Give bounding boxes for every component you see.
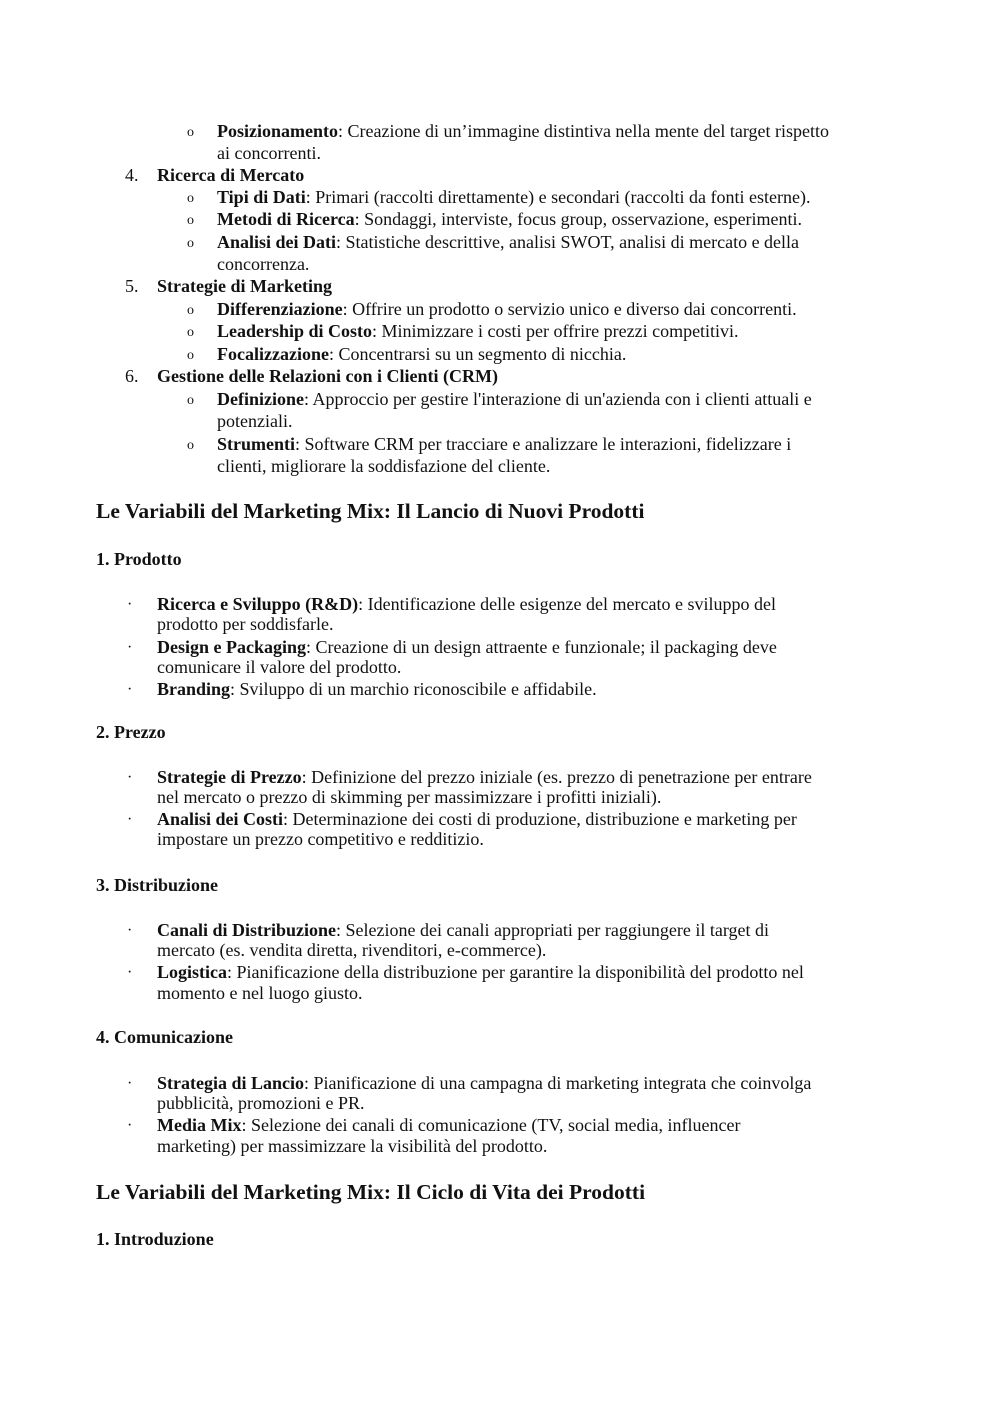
list-item-term: Strumenti [217,434,295,454]
list-item-posizionamento [217,120,829,142]
list-item-term: Canali di Distribuzione [157,920,337,940]
list-heading-text: Strategie di Marketing [157,276,332,296]
list-item-text: : Primari (raccolti direttamente) e secondari (raccolti da fonti esterne). [305,187,811,207]
sub-bullet-marker: o [187,325,194,340]
list-item-canali-di-distribuzione [157,919,769,941]
list-item-text: : Selezione dei canali appropriati per raggiungere il target di [336,920,770,940]
list-item-focalizzazione [217,343,626,365]
list-item-term: Branding [157,679,231,699]
list-item-continuation: prodotto per soddisfarle. [157,614,334,634]
sub-bullet-marker: o [187,213,194,228]
subsection-heading-prezzo: 2. Prezzo [96,722,166,742]
bullet-marker: · [127,1075,133,1092]
list-item-strategie-di-prezzo [157,766,812,788]
list-item-text: : Definizione del prezzo iniziale (es. prezzo di penetrazione per entrare [301,767,812,787]
list-item-continuation: ai concorrenti. [217,143,321,163]
list-number: 5. [125,276,139,296]
list-item-analisi-dei-costi [157,808,797,830]
list-item-term: Strategia di Lancio [157,1073,304,1093]
list-heading-text: Ricerca di Mercato [157,165,305,185]
section-heading-lancio-nuovi-prodotti: Le Variabili del Marketing Mix: Il Lancio di Nuovi Prodotti [96,499,645,523]
list-item-term: Metodi di Ricerca [217,209,355,229]
list-item-text: : Pianificazione di una campagna di marketing integrata che coinvolga [304,1073,812,1093]
sub-bullet-marker: o [187,303,194,318]
list-item-term: Media Mix [157,1115,242,1135]
list-item-continuation: comunicare il valore del prodotto. [157,657,402,677]
subsection-heading-prodotto: 1. Prodotto [96,549,182,569]
list-item-term: Ricerca e Sviluppo (R&D) [157,594,359,614]
bullet-marker: · [127,639,133,656]
list-item-strategia-di-lancio [157,1072,811,1094]
list-item-analisi-dei-dati [217,231,799,253]
list-item-term: Leadership di Costo [217,321,373,341]
list-item-text: : Determinazione dei costi di produzione, distribuzione e marketing per [283,809,797,829]
list-item-text: : Creazione di un design attraente e funzionale; il packaging deve [306,637,777,657]
list-item-continuation: mercato (es. vendita diretta, rivenditori, e-commerce). [157,940,547,960]
list-item-continuation: concorrenza. [217,254,310,274]
subsection-heading-introduzione: 1. Introduzione [96,1229,214,1249]
sub-bullet-marker: o [187,236,194,251]
list-item-text: : Approccio per gestire l'interazione di un'azienda con i clienti attuali e [304,389,812,409]
sub-bullet-marker: o [187,348,194,363]
list-item-term: Tipi di Dati [217,187,306,207]
list-item-text: : Selezione dei canali di comunicazione (TV, social media, influencer [241,1115,741,1135]
list-heading-crm [157,365,498,387]
list-item-text: : Pianificazione della distribuzione per garantire la disponibilità del prodotto nel [227,962,804,982]
list-item-term: Design e Packaging [157,637,307,657]
bullet-marker: · [127,681,133,698]
list-item-text: : Software CRM per tracciare e analizzare le interazioni, fidelizzare i [295,434,792,454]
list-item-logistica [157,961,804,983]
list-heading-strategie-di-marketing [157,275,332,297]
list-item-text: : Sviluppo di un marchio riconoscibile e affidabile. [230,679,597,699]
list-item-continuation: marketing) per massimizzare la visibilità del prodotto. [157,1136,548,1156]
bullet-marker: · [127,964,133,981]
subsection-heading-distribuzione: 3. Distribuzione [96,875,219,895]
sub-bullet-marker: o [187,393,194,408]
list-item-term: Analisi dei Costi [157,809,284,829]
sub-bullet-marker: o [187,125,194,140]
list-item-leadership-di-costo [217,320,739,342]
list-item-tipi-di-dati [217,186,810,208]
list-item-continuation: impostare un prezzo competitivo e redditizio. [157,829,484,849]
subsection-heading-comunicazione: 4. Comunicazione [96,1027,233,1047]
list-item-term: Analisi dei Dati [217,232,337,252]
list-item-term: Posizionamento [217,121,338,141]
list-item-metodi-di-ricerca [217,208,802,230]
bullet-marker: · [127,1117,133,1134]
bullet-marker: · [127,596,133,613]
list-item-term: Logistica [157,962,227,982]
section-heading-ciclo-di-vita: Le Variabili del Marketing Mix: Il Ciclo di Vita dei Prodotti [96,1180,646,1204]
list-item-term: Differenziazione [217,299,343,319]
list-item-continuation: pubblicità, promozioni e PR. [157,1093,365,1113]
list-item-definizione [217,388,812,410]
list-item-text: : Minimizzare i costi per offrire prezzi competitivi. [372,321,739,341]
list-item-strumenti [217,433,791,455]
list-item-differenziazione [217,298,797,320]
list-number: 4. [125,165,139,185]
list-item-ricerca-e-sviluppo [157,593,776,615]
list-item-continuation: potenziali. [217,411,293,431]
list-item-design-e-packaging [157,636,777,658]
list-item-text: : Creazione di un’immagine distintiva nella mente del target rispetto [338,121,830,141]
list-number: 6. [125,366,139,386]
bullet-marker: · [127,922,133,939]
list-item-term: Definizione [217,389,304,409]
list-item-text: : Sondaggi, interviste, focus group, osservazione, esperimenti. [354,209,803,229]
list-item-term: Strategie di Prezzo [157,767,302,787]
list-item-term: Focalizzazione [217,344,329,364]
list-heading-ricerca-di-mercato [157,164,304,186]
list-item-text: : Concentrarsi su un segmento di nicchia. [328,344,627,364]
list-item-text: : Statistiche descrittive, analisi SWOT, analisi di mercato e della [336,232,800,252]
list-item-continuation: clienti, migliorare la soddisfazione del cliente. [217,456,551,476]
list-item-continuation: nel mercato o prezzo di skimming per massimizzare i profitti iniziali). [157,787,662,807]
list-item-media-mix [157,1114,740,1136]
bullet-marker: · [127,811,133,828]
list-item-continuation: momento e nel luogo giusto. [157,983,363,1003]
sub-bullet-marker: o [187,438,194,453]
sub-bullet-marker: o [187,191,194,206]
list-heading-text: Gestione delle Relazioni con i Clienti (CRM) [157,366,498,386]
list-item-branding [157,678,597,700]
bullet-marker: · [127,769,133,786]
list-item-text: : Identificazione delle esigenze del mercato e sviluppo del [358,594,776,614]
list-item-text: : Offrire un prodotto o servizio unico e diverso dai concorrenti. [342,299,797,319]
